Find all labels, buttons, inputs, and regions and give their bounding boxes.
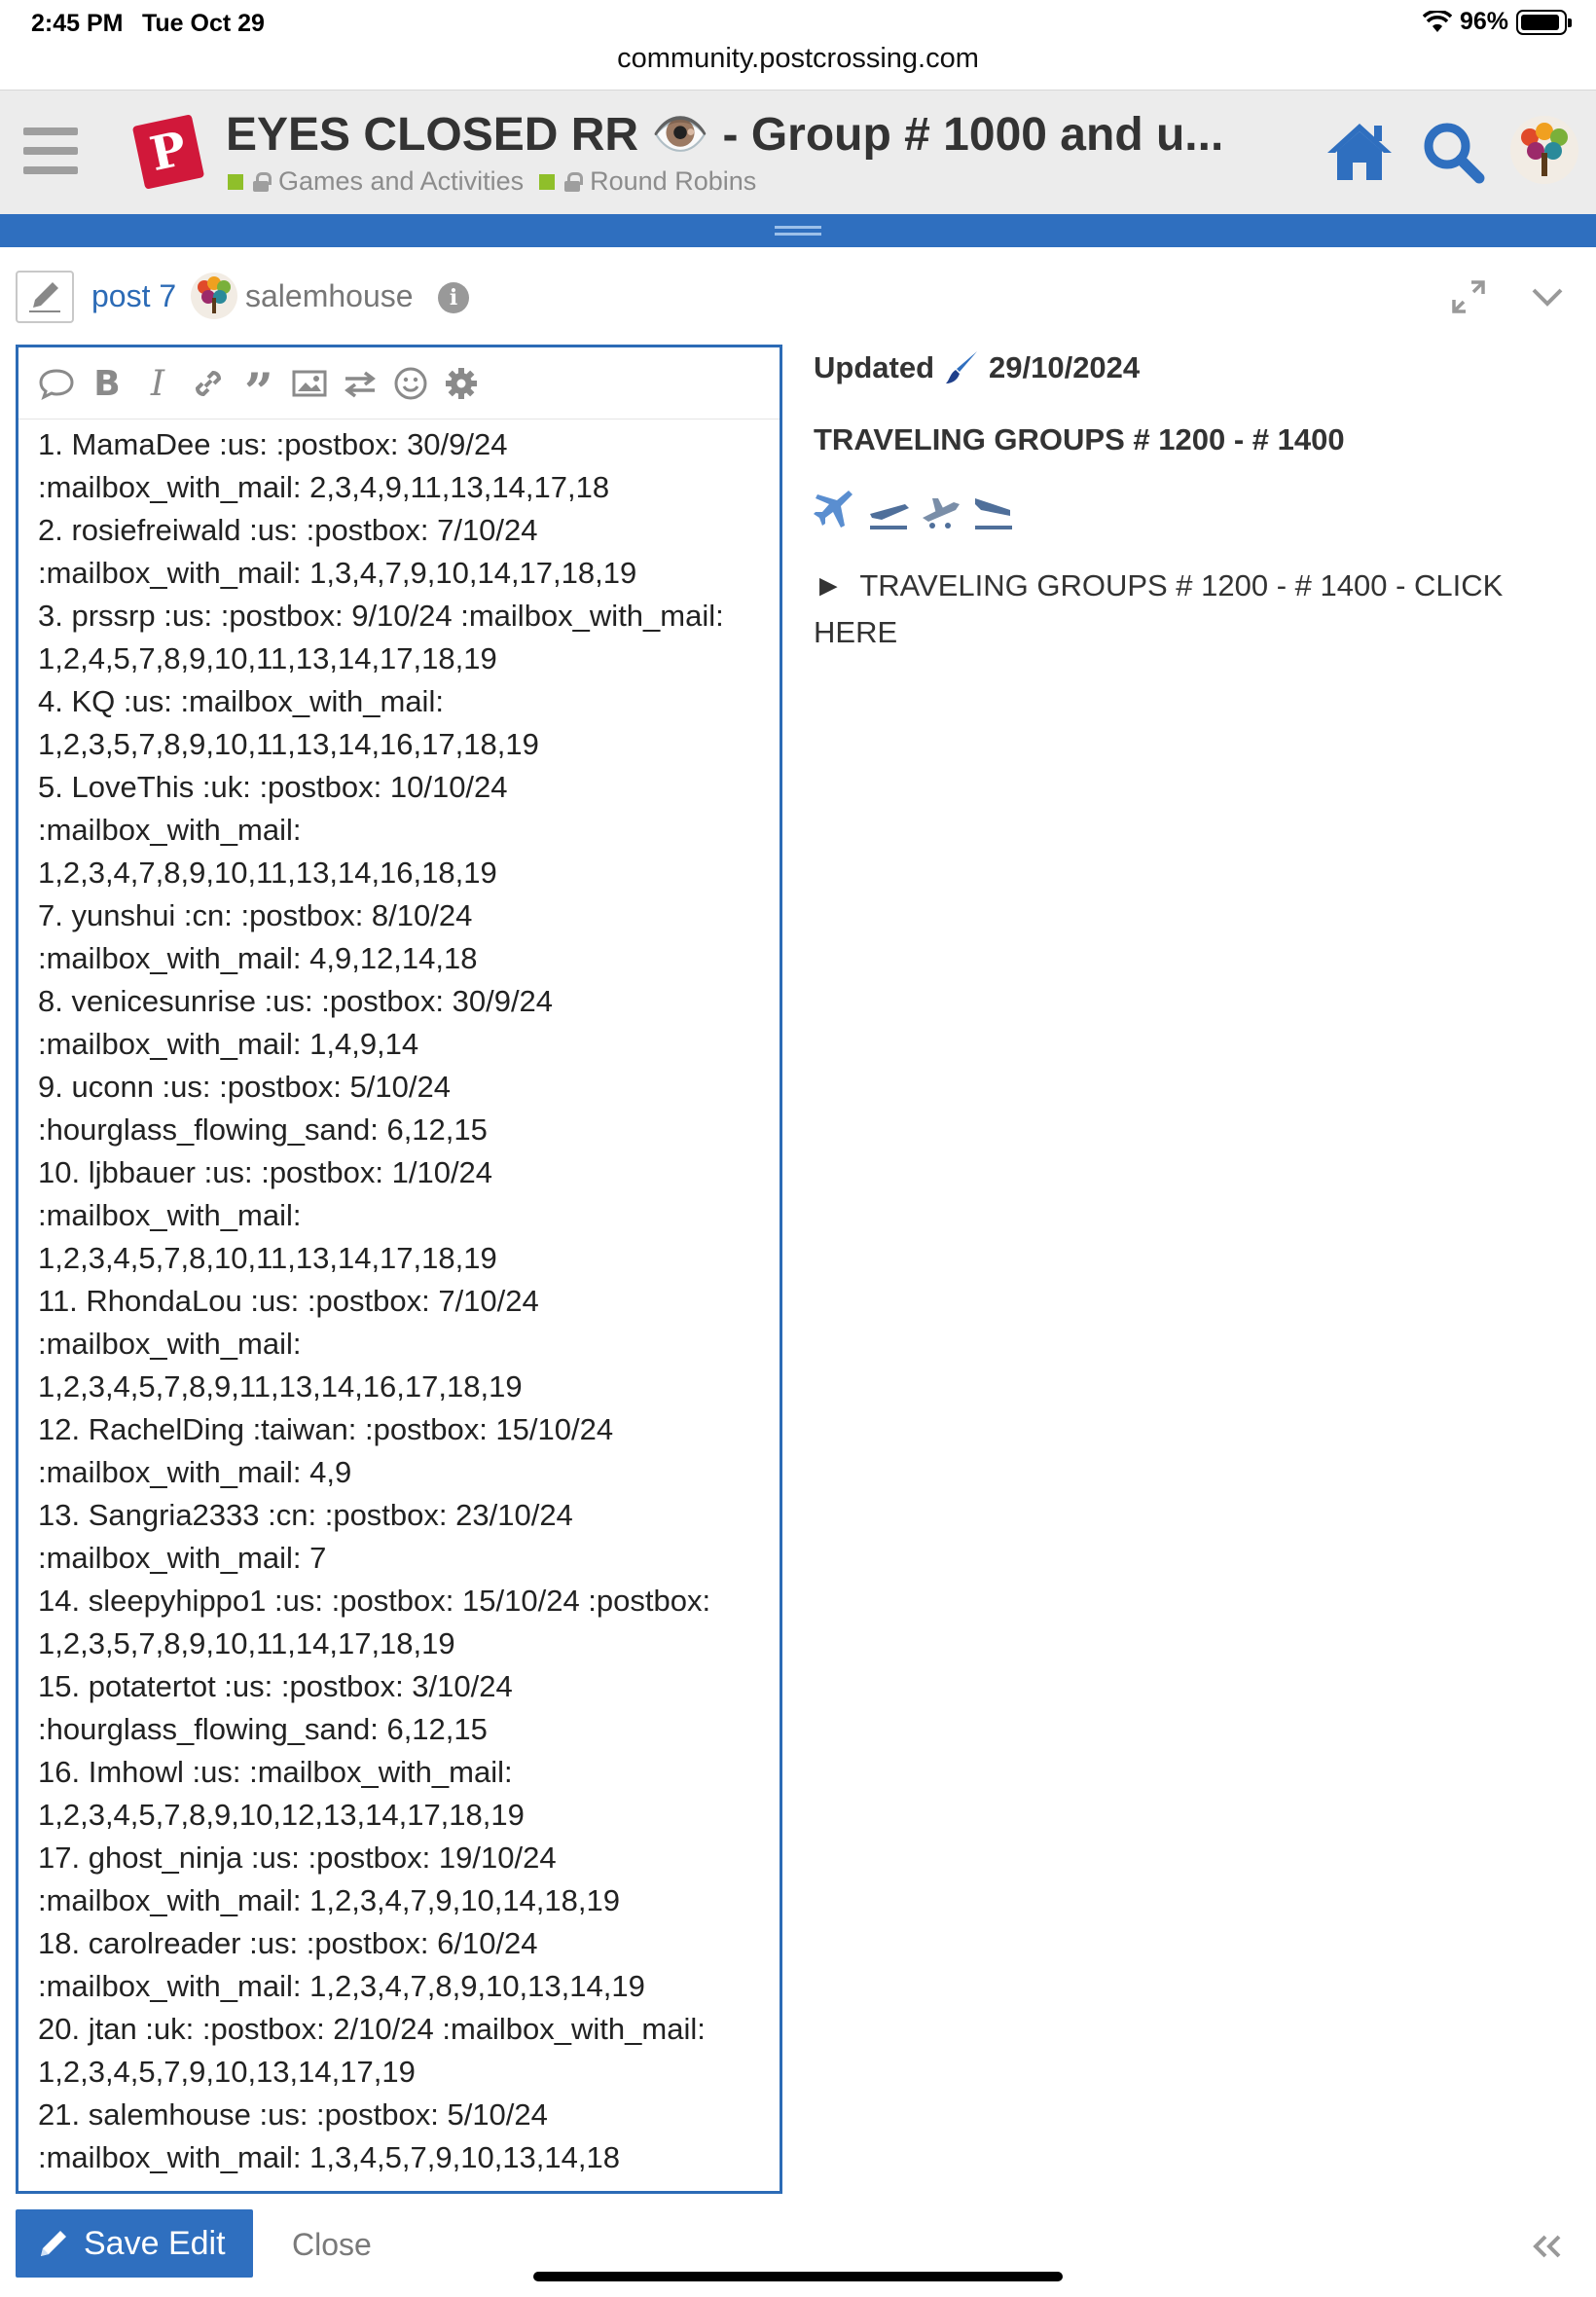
- editor-line: 11. RhondaLou :us: :postbox: 7/10/24: [38, 1284, 539, 1318]
- post-link[interactable]: post 7: [91, 278, 177, 313]
- link-icon[interactable]: [188, 363, 229, 404]
- search-icon[interactable]: [1421, 120, 1485, 184]
- preview-heading: TRAVELING GROUPS # 1200 - # 1400: [814, 422, 1345, 456]
- double-chevron-left-icon[interactable]: [1530, 2233, 1565, 2260]
- category-color-square: [228, 174, 243, 190]
- airplane-icon: [814, 489, 858, 533]
- editor-line: :hourglass_flowing_sand: 6,12,15: [38, 1712, 488, 1746]
- edit-mode-button[interactable]: [16, 271, 74, 323]
- editor-line: 15. potatertot :us: :postbox: 3/10/24: [38, 1669, 513, 1703]
- editor-line: :mailbox_with_mail: 4,9,12,14,18: [38, 941, 478, 975]
- lock-icon: [564, 172, 580, 192]
- info-icon[interactable]: i: [438, 282, 469, 313]
- editor-line: 20. jtan :uk: :postbox: 2/10/24 :mailbox_with_mail:: [38, 2012, 706, 2046]
- save-edit-label: Save Edit: [84, 2224, 226, 2262]
- post-author-username[interactable]: salemhouse: [245, 278, 414, 313]
- editor-toolbar: [18, 347, 780, 422]
- editor-line: 8. venicesunrise :us: :postbox: 30/9/24: [38, 984, 554, 1018]
- editor-line: :mailbox_with_mail: 4,9: [38, 1455, 352, 1489]
- editor-line: :mailbox_with_mail:: [38, 1327, 302, 1361]
- status-bar: [0, 0, 1596, 47]
- preview-updated: [814, 346, 1573, 389]
- details-summary[interactable]: [814, 563, 1553, 656]
- battery-percent: 96%: [1459, 8, 1508, 35]
- browser-url[interactable]: community.postcrossing.com: [617, 43, 979, 74]
- small-airplane-icon: [919, 489, 963, 533]
- disclosure-triangle-icon[interactable]: ►: [814, 568, 844, 602]
- editor-line: 1,2,3,5,7,8,9,10,11,14,17,18,19: [38, 1626, 455, 1660]
- composer-textarea[interactable]: [38, 423, 778, 2179]
- wifi-icon: [1423, 11, 1452, 34]
- user-avatar[interactable]: [1510, 116, 1578, 184]
- home-indicator[interactable]: [533, 2272, 1063, 2281]
- quote-icon[interactable]: [36, 363, 77, 404]
- pencil-icon: [18, 273, 72, 321]
- editor-line: 2. rosiefreiwald :us: :postbox: 7/10/24: [38, 513, 538, 547]
- editor-line: 4. KQ :us: :mailbox_with_mail:: [38, 684, 444, 718]
- close-button[interactable]: Close: [292, 2227, 372, 2262]
- editor-line: 1,2,3,4,5,7,8,9,10,12,13,14,17,18,19: [38, 1798, 525, 1832]
- editor-line: 1,2,4,5,7,8,9,10,11,13,14,17,18,19: [38, 641, 497, 675]
- editor-line: 16. Imhowl :us: :mailbox_with_mail:: [38, 1755, 513, 1789]
- editor-line: :mailbox_with_mail:: [38, 1198, 302, 1232]
- post-author-avatar[interactable]: [191, 273, 237, 319]
- editor-line: 14. sleepyhippo1 :us: :postbox: 15/10/24 :postbox:: [38, 1584, 711, 1618]
- details-summary-text[interactable]: TRAVELING GROUPS # 1200 - # 1400 - CLICK HERE: [814, 568, 1504, 649]
- editor-line: 3. prssrp :us: :postbox: 9/10/24 :mailbox_with_mail:: [38, 599, 724, 633]
- save-edit-button[interactable]: [16, 2209, 253, 2278]
- hamburger-menu-icon[interactable]: [23, 128, 78, 176]
- editor-line: :mailbox_with_mail: 1,4,9,14: [38, 1027, 419, 1061]
- battery-icon: [1516, 10, 1567, 35]
- editor-line: 7. yunshui :cn: :postbox: 8/10/24: [38, 898, 473, 932]
- editor-line: 10. ljbbauer :us: :postbox: 1/10/24: [38, 1155, 493, 1189]
- editor-line: 1,2,3,4,7,8,9,10,11,13,14,16,18,19: [38, 856, 497, 890]
- gear-icon[interactable]: [441, 363, 482, 404]
- editor-line: 9. uconn :us: :postbox: 5/10/24: [38, 1070, 451, 1104]
- lock-icon: [253, 172, 269, 192]
- editor-line: :mailbox_with_mail: 1,2,3,4,7,9,10,14,18,19: [38, 1883, 620, 1917]
- site-header: [0, 90, 1596, 214]
- postcrossing-logo[interactable]: P: [132, 114, 204, 189]
- subcategory-color-square: [539, 174, 555, 190]
- editor-line: 17. ghost_ninja :us: :postbox: 19/10/24: [38, 1841, 557, 1875]
- blockquote-icon[interactable]: ”: [244, 362, 273, 422]
- grip-handle-icon[interactable]: [775, 226, 821, 239]
- plane-icons: [814, 487, 1573, 535]
- editor-line: :mailbox_with_mail: 7: [38, 1541, 327, 1575]
- category-games-link[interactable]: Games and Activities: [278, 166, 525, 196]
- editor-line: 1,2,3,4,5,7,8,9,11,13,14,16,17,18,19: [38, 1369, 523, 1404]
- composer-preview: [814, 346, 1573, 656]
- chevron-down-icon[interactable]: [1530, 282, 1565, 311]
- home-icon[interactable]: [1325, 120, 1394, 182]
- composer-editor[interactable]: [16, 345, 782, 2194]
- editor-line: 1,2,3,5,7,8,9,10,11,13,14,16,17,18,19: [38, 727, 539, 761]
- composer-resize-bar[interactable]: [0, 214, 1596, 247]
- airplane-departure-icon: [866, 489, 911, 533]
- status-right: [1423, 8, 1567, 36]
- status-time: 2:45 PM: [31, 10, 124, 37]
- topic-title[interactable]: EYES CLOSED RR 👁️ - Group # 1000 and u...: [226, 109, 1224, 161]
- editor-line: 5. LoveThis :uk: :postbox: 10/10/24: [38, 770, 508, 804]
- emoji-icon[interactable]: [390, 363, 431, 404]
- editor-line: 1,2,3,4,5,7,8,10,11,13,14,17,18,19: [38, 1241, 497, 1275]
- status-date: Tue Oct 29: [142, 10, 265, 37]
- editor-line: :mailbox_with_mail: 1,3,4,7,9,10,14,17,18,19: [38, 556, 637, 590]
- editor-line: :mailbox_with_mail: 1,3,4,5,7,9,10,13,14,18: [38, 2140, 620, 2174]
- airplane-arrival-icon: [971, 489, 1016, 533]
- italic-icon[interactable]: I: [150, 363, 165, 404]
- paintbrush-icon: [942, 348, 981, 387]
- updated-date: 29/10/2024: [989, 350, 1141, 384]
- editor-line: 21. salemhouse :us: :postbox: 5/10/24: [38, 2097, 548, 2132]
- image-icon[interactable]: [289, 363, 330, 404]
- preformatted-icon[interactable]: [340, 363, 381, 404]
- editor-line: :mailbox_with_mail: 2,3,4,9,11,13,14,17,18: [38, 470, 610, 504]
- expand-icon[interactable]: [1450, 278, 1487, 315]
- editor-line: :mailbox_with_mail: 1,2,3,4,7,8,9,10,13,14,19: [38, 1969, 645, 2003]
- topic-categories: [228, 166, 756, 197]
- editor-line: 13. Sangria2333 :cn: :postbox: 23/10/24: [38, 1498, 573, 1532]
- editor-line: :hourglass_flowing_sand: 6,12,15: [38, 1112, 488, 1147]
- category-round-robins-link[interactable]: Round Robins: [590, 166, 757, 196]
- editor-line: 12. RachelDing :taiwan: :postbox: 15/10/24: [38, 1412, 614, 1446]
- bold-icon[interactable]: B: [93, 363, 121, 404]
- pencil-icon: [37, 2227, 70, 2260]
- editor-line: 1,2,3,4,5,7,9,10,13,14,17,19: [38, 2055, 416, 2089]
- updated-label: Updated: [814, 350, 934, 384]
- editor-line: 18. carolreader :us: :postbox: 6/10/24: [38, 1926, 538, 1960]
- editor-line: :mailbox_with_mail:: [38, 813, 302, 847]
- editor-line: 1. MamaDee :us: :postbox: 30/9/24: [38, 427, 508, 461]
